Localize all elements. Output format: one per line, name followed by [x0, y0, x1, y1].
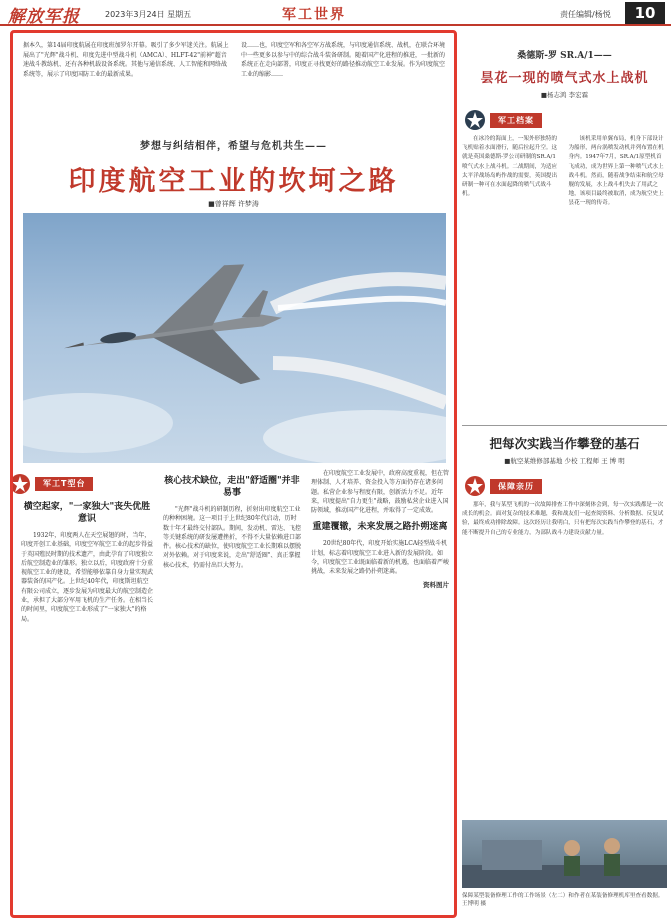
column-2-text: "光辉"战斗机的研制历程，折射出印度航空工业的种种困境。这一项目于上世纪80年代启动，历时数十年才最终交付部队。期间，发动机、雷达、飞控等关键系统的研发屡遭挫折，不得不大量依赖进口部件。核心技术的缺位，使印度航空工业长期难以摆脱对外依赖。对于印度来说，走出"舒适圈"、真正掌握核心技术，仍需付出巨大努力。	[163, 506, 302, 569]
main-article-frame	[10, 30, 457, 918]
photo-credit: 资料图片	[423, 580, 449, 589]
right-bottom-title: 把每次实践当作攀登的基石	[489, 436, 640, 451]
right-top-columns	[462, 135, 667, 209]
editor-credit: 责任编辑/杨悦	[560, 10, 611, 19]
article-column-3	[311, 469, 449, 590]
issue-date: 2023年3月24日 星期五	[105, 10, 192, 19]
article-headline: 印度航空工业的坎坷之路	[68, 166, 399, 197]
lead-paragraph-right: 设……也，印度空军和各空军方战系统，与印度通信系统、战机，在联合环境中一些更多以参与中的综合战斗装备研制。随着国产化进程的推进，一批新的系统正在走向部署，印度正寻找更好的路径推动航空工业发展。作为印度航空工业的缩影……	[241, 42, 446, 78]
lead-paragraph-left: 据本久，第14届印度航展在印度班加罗尔开幕。吸引了多少军迷关注。航展上展出了"光辉"战斗机、印度先进中型战斗机（AMCA）、HLFT-42"前神"超音速战斗教练机、还有各种机载设备系统。其他与通信系统、人工智能和网络战系统等，展示了印度国防工业的最新成果。	[23, 42, 229, 78]
right-top-article	[462, 30, 667, 430]
maintenance-photo	[462, 820, 667, 888]
column-3-text: 在印度航空工业发展中，政府高度重视，但在管理体制、人才培养、资金投入等方面仍存在诸多问题。私营企业参与程度有限，创新活力不足。近年来，印度提出"自力更生"战略，鼓励私营企业进入国防领域，推动国产化进程，并取得了一定成效。	[311, 470, 450, 515]
photo-caption: 保障某型装备修理工作的工作场景（左二）和作者在某装备修理机库里查看数据。 王博明 摄	[462, 893, 664, 907]
right-bottom-tag	[464, 475, 667, 497]
star-badge-icon	[464, 475, 486, 497]
right-top-text-right: 该机采用单翼布局，机身下部设计为船形，两台涡喷发动机并列布置在机身内。1947年7月，SR.A/1原型机首飞成功，成为世界上第一种喷气式水上战斗机。然而，随着战争结束和航空母舰的发展，水上战斗机失去了用武之地，该项目最终被取消，成为航空史上昙花一现的传奇。	[568, 136, 664, 207]
right-bottom-text: 那年，我与某型飞机的一次故障排查工作中深刻体会到，每一次实践都是一次成长的机会。面对复杂的技术难题，我和战友们一起查阅资料、分析数据、反复试验，最终成功排除故障。这次经历让我明白，只有把每次实践当作攀登的基石，才能不断提升自己的专业能力，为部队战斗力建设贡献力量。	[462, 502, 664, 536]
right-top-kicker: 桑德斯-罗 SR.A/1——	[517, 51, 612, 61]
section-tag-label: 军工T型台	[35, 477, 93, 490]
right-bottom-tag-label: 保障亲历	[490, 479, 542, 494]
right-top-title: 昙花一现的喷气式水上战机	[480, 71, 649, 86]
article-subhead: 梦想与纠结相伴，希望与危机共生——	[140, 141, 327, 152]
masthead	[0, 0, 671, 26]
section-title: 军工世界	[282, 7, 346, 23]
column-divider	[462, 425, 667, 426]
fighter-jet-photo	[23, 213, 446, 463]
right-bottom-byline: ■航空某维修部基地 少校 工程师 王 博 明	[504, 457, 625, 465]
section-tag-1	[10, 473, 153, 495]
star-badge-icon	[10, 473, 31, 495]
article-column-2	[163, 469, 301, 571]
right-bottom-article	[462, 430, 667, 920]
star-badge-icon	[464, 109, 486, 131]
right-top-byline: ■杨志鸿 李宏霖	[540, 91, 589, 99]
column-3-text-2: 20世纪80年代，印度开始实施LCA轻型战斗机计划，标志着印度航空工业进入新的发展阶段。如今，印度航空工业既面临着新的机遇，也面临着严峻挑战，未来发展之路仍扑朔迷离。	[311, 540, 450, 576]
jet-illustration	[23, 213, 446, 463]
right-top-tag-label: 军工档案	[490, 113, 542, 128]
hangar-illustration	[462, 820, 667, 888]
right-top-text-left: 在冰冷的海面上，一架外形独特的飞机贴着水面滑行，随后拉起升空。这就是英国桑德斯-罗公司研制的SR.A/1喷气式水上战斗机。二战期间，为适应太平洋战场岛屿作战的需要，英国提出研制一种可在水面起降的喷气式战斗机。	[462, 136, 558, 198]
article-column-1	[21, 469, 153, 625]
newspaper-logo: 解放军报	[8, 7, 80, 27]
section1-title: 横空起家，"一家独大"丧失优胜意识	[23, 502, 151, 524]
page-number: 10	[625, 2, 665, 24]
column-1-text: 1932年，印度两人在天空展翅的时，当年，印度开创工业基础，印度空军航空工业的起步得益于英国殖民时期的技术遗产，由此孕育了印度独立后航空制造业的雏形。独立以后，印度政府十分重视航空工业的建设，希望能够依靠自身力量实现武器装备的国产化。上世纪40年代，印度斯坦航空有限公司成立，逐步发展为印度最大的航空制造企业，承担了大部分军用飞机的生产任务。在相当长的时间里，印度航空工业形成了"一家独大"的格局。	[21, 532, 154, 623]
section3-title: 重建覆辙，未来发展之路扑朔迷离	[312, 522, 448, 533]
right-top-tag	[464, 109, 667, 131]
article-byline: ■曾祥辉 许梦涛	[208, 200, 259, 208]
section2-title: 核心技术缺位，走出"舒适圈"并非易事	[164, 476, 300, 498]
